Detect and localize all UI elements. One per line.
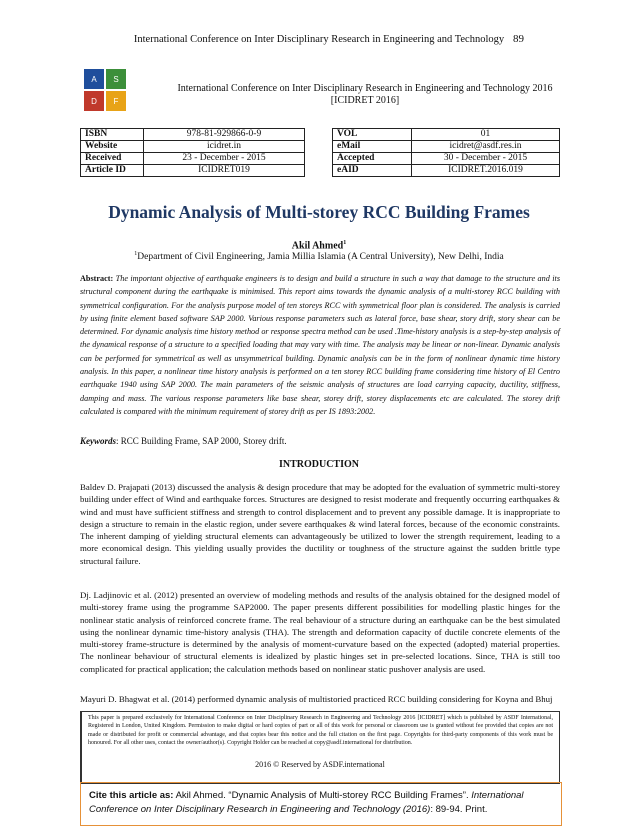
abstract-label: Abstract: — [80, 274, 114, 283]
body-paragraph-3: Mayuri D. Bhagwat et al. (2014) performed dynamic analysis of multistoried practiced RCC building considering for Koyna and Bhuj — [80, 694, 553, 704]
citation-box — [80, 782, 562, 826]
affiliation-line — [0, 251, 638, 262]
running-header: International Conference on Inter Disciplinary Research in Engineering and Technology — [133, 34, 505, 45]
meta-value: 23 - December - 2015 — [144, 153, 305, 165]
meta-value: ICIDRET.2016.019 — [412, 165, 560, 177]
logo-cell-d: D — [84, 91, 104, 111]
meta-key: Received — [81, 153, 144, 165]
conference-title-line2: [ICIDRET 2016] — [330, 95, 400, 106]
section-heading-introduction: INTRODUCTION — [278, 459, 359, 470]
meta-key: VOL — [333, 129, 412, 141]
copyright-notice-box — [80, 711, 560, 784]
logo-cell-s: S — [106, 69, 126, 89]
logo-cell-f: F — [106, 91, 126, 111]
abstract-text: The important objective of earthquake engineers is to design and build a structure in such a way that damage to the structure and its structural component during the earthquake is minimised. This report aims towards the dynamic analysis of a multi-storey RCC building with symmetrical configuration. For the analysis purpose model of ten storeys RCC with symmetrical floor plan is considered. The analysis is carried by using finite element based software SAP 2000. Various response parameters such as lateral force, base shear, story drift, story shear can be determined. For dynamic analysis time history method or response spectra method can be used .Time-history analysis is a step-by-step analysis of the dynamical response of a structure to a specified loading that may vary with time. The analysis may be linear or non-linear. Dynamic analysis can be performed for symmetrical as well as unsymmetrical building. Dynamic analysis can be in the form of nonlinear dynamic time history analysis. In this paper, a nonlinear time history analysis is performed on a ten storey RCC building frame considering time history of El Centro earthquake 1940 using SAP 2000. The main parameters of the seismic analysis of structures are load carrying capacity, ductility, stiffness, damping and mass. The various response parameters like base shear, storey drift, storey displacements etc are calculated. The storey drift calculated is compared with the minimum requirement of storey drift as per IS 1893:2002. — [80, 274, 561, 416]
paper-title: Dynamic Analysis of Multi-storey RCC Building Frames — [108, 202, 530, 222]
meta-value: 01 — [412, 129, 560, 141]
keywords — [80, 436, 560, 446]
author-line — [0, 240, 638, 251]
meta-value: icidret@asdf.res.in — [412, 141, 560, 153]
meta-value: 30 - December - 2015 — [412, 153, 560, 165]
meta-key: ISBN — [81, 129, 144, 141]
meta-key: eAID — [333, 165, 412, 177]
body-paragraph-2: Dj. Ladjinovic et al. (2012) presented an overview of modeling methods and results of the analysis obtained for the designed model of multi-storey frame using the programme SAP2000. The paper presents different possibilities for modelling plastic hinges for the nonlinear static analysis of reinforced concrete frame. The real behaviour of a structure during an earthquake can be the best simulated using the nonlinear dynamic time-history analysis (THA). The strength and deformation capacity of ductile concrete elements of the multi-storey frame-structure is determined by the analysis of moment-curvature based on the expected (adopted) material properties. The nonlinear behaviour of structural elements is idealized by plastic hinges set in pre-selected locations. Since, THA is still too complicated for practical application; the calculation methods based on nonlinear static pushover analysis are used. — [80, 590, 560, 674]
meta-key: eMail — [333, 141, 412, 153]
keywords-label: Keywords — [80, 436, 116, 446]
asdf-logo — [84, 69, 126, 111]
affiliation: Department of Civil Engineering, Jamia Millia Islamia (A Central University), New Delhi, India — [137, 252, 504, 263]
meta-value: 978-81-929866-0-9 — [144, 129, 305, 141]
cite-text: Akil Ahmed. “Dynamic Analysis of Multi-storey RCC Building Frames”. — [173, 790, 472, 801]
meta-row — [81, 141, 305, 153]
article-meta-table-left — [80, 128, 305, 177]
meta-row — [333, 165, 560, 177]
abstract — [80, 272, 560, 418]
meta-row — [81, 129, 305, 141]
conference-title — [140, 83, 590, 107]
meta-row — [81, 153, 305, 165]
affiliation-superscript: 1 — [134, 251, 138, 257]
cite-label: Cite this article as: — [89, 790, 174, 801]
copyright-notice-text: This paper is prepared exclusively for International Conference on Inter Disciplinary Research in Engineering and Technology 2016 [ICIDRET] which is published by ASDF International, Registered in London, United Kingdom. Permission to make digital or hard copies of part or all of this work for personal or classroom use is granted without fee provided that copies are not made or distributed for profit or commercial advantage, and that copies bear this notice and the full citation on the first page. Copyrights for third-party components of this work must be honoured. For all other uses, contact the owner/author(s). Copyright Holder can be reached at copy@asdf.international for distribution. — [88, 715, 553, 747]
meta-row — [333, 153, 560, 165]
meta-key: Website — [81, 141, 144, 153]
author-superscript: 1 — [343, 240, 347, 246]
meta-value: icidret.in — [144, 141, 305, 153]
page-number: 89 — [513, 33, 524, 45]
keywords-text: : RCC Building Frame, SAP 2000, Storey drift. — [116, 436, 287, 446]
author-name: Akil Ahmed — [291, 240, 344, 252]
body-paragraph-1: Baldev D. Prajapati (2013) discussed the analysis & design procedure that may be adopted for the evaluation of symmetric multi-storey building under effect of Wind and earthquake forces. Structures are designed to resist moderate and frequently occurring earthquakes & wind and must have sufficient stiffness and strength to control displacement and to prevent any possible damage. It is inappropriate to design a structure to remain in the elastic region, under severe earthquakes & wind lateral forces, because of the economic constraints. The inherent damping of yielding structural elements can advantageously be utilized to lower the strength requirement, leading to a more economical design. This yielding usually provides the ductility or toughness of the structure against the sudden brittle type structural failure. — [80, 482, 560, 566]
cite-journal: International Conference on Inter Disciplinary Research in Engineering and Technology (2016) — [89, 790, 524, 815]
conference-title-line1: International Conference on Inter Disciplinary Research in Engineering and Technology 2016 — [177, 83, 553, 94]
meta-row — [81, 165, 305, 177]
article-meta-table-right — [332, 128, 560, 177]
copyright-line: 2016 © Reserved by ASDF.international — [255, 760, 385, 769]
cite-pages: : 89-94. Print. — [430, 804, 488, 815]
meta-key: Accepted — [333, 153, 412, 165]
meta-key: Article ID — [81, 165, 144, 177]
logo-cell-a: A — [84, 69, 104, 89]
meta-value: ICIDRET019 — [144, 165, 305, 177]
meta-row — [333, 129, 560, 141]
meta-row — [333, 141, 560, 153]
